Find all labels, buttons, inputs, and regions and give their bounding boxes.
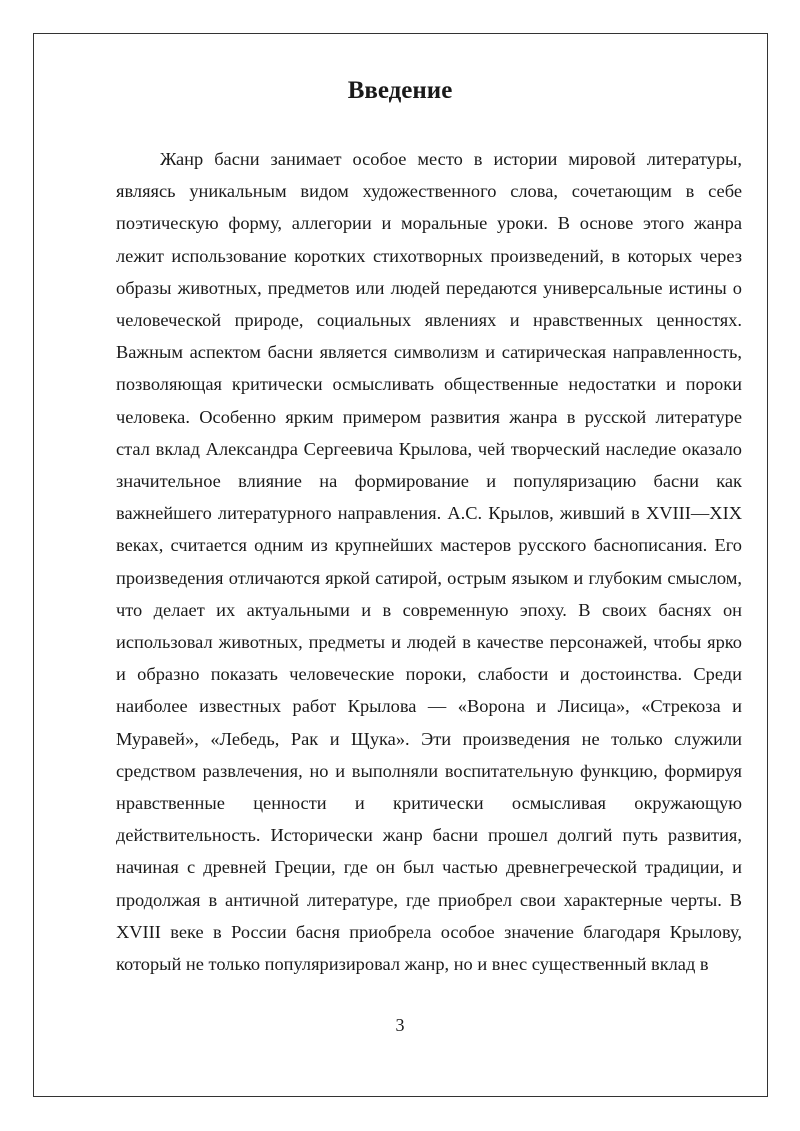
body-paragraph: Жанр басни занимает особое место в истории мировой литературы, являясь уникальным видом художественного слова, сочетающим в себе поэтическую форму, аллегории и моральные уроки. В основе этого жанра лежит использование коротких стихотворных произведений, в которых через образы животных, предметов или людей передаются универсальные истины о человеческой природе, социальных явлениях и нравственных ценностях. Важным аспектом басни является символизм и сатирическая направленность, позволяющая критически осмысливать общественные недостатки и пороки человека. Особенно ярким примером развития жанра в русской литературе стал вклад Александра Сергеевича Крылова, чей творческий наследие оказало значительное влияние на формирование и популяризацию басни как важнейшего литературного направления. А.С. Крылов, живший в XVIII—XIX веках, считается одним из крупнейших мастеров русского баснописания. Его произведения отличаются яркой сатирой, острым языком и глубоким смыслом, что делает их актуальными и в современную эпоху. В своих баснях он использовал животных, предметы и людей в качестве персонажей, чтобы ярко и образно показать человеческие пороки, слабости и достоинства. Среди наиболее известных работ Крылова — «Ворона и Лисица», «Стрекоза и Муравей», «Лебедь, Рак и Щука». Эти произведения не только служили средством развлечения, но и выполняли воспитательную функцию, формируя нравственные ценности и критически осмысливая окружающую действительность. Исторически жанр басни прошел долгий путь развития, начиная с древней Греции, где он был частью древнегреческой традиции, и продолжая в античной литературе, где приобрел свои характерные черты. В XVIII веке в России басня приобрела особое значение благодаря Крылову, который не только популяризировал жанр, но и внес существенный вклад в: [116, 149, 742, 975]
page-title: Введение: [347, 77, 453, 104]
page-number: 3: [395, 1015, 405, 1035]
